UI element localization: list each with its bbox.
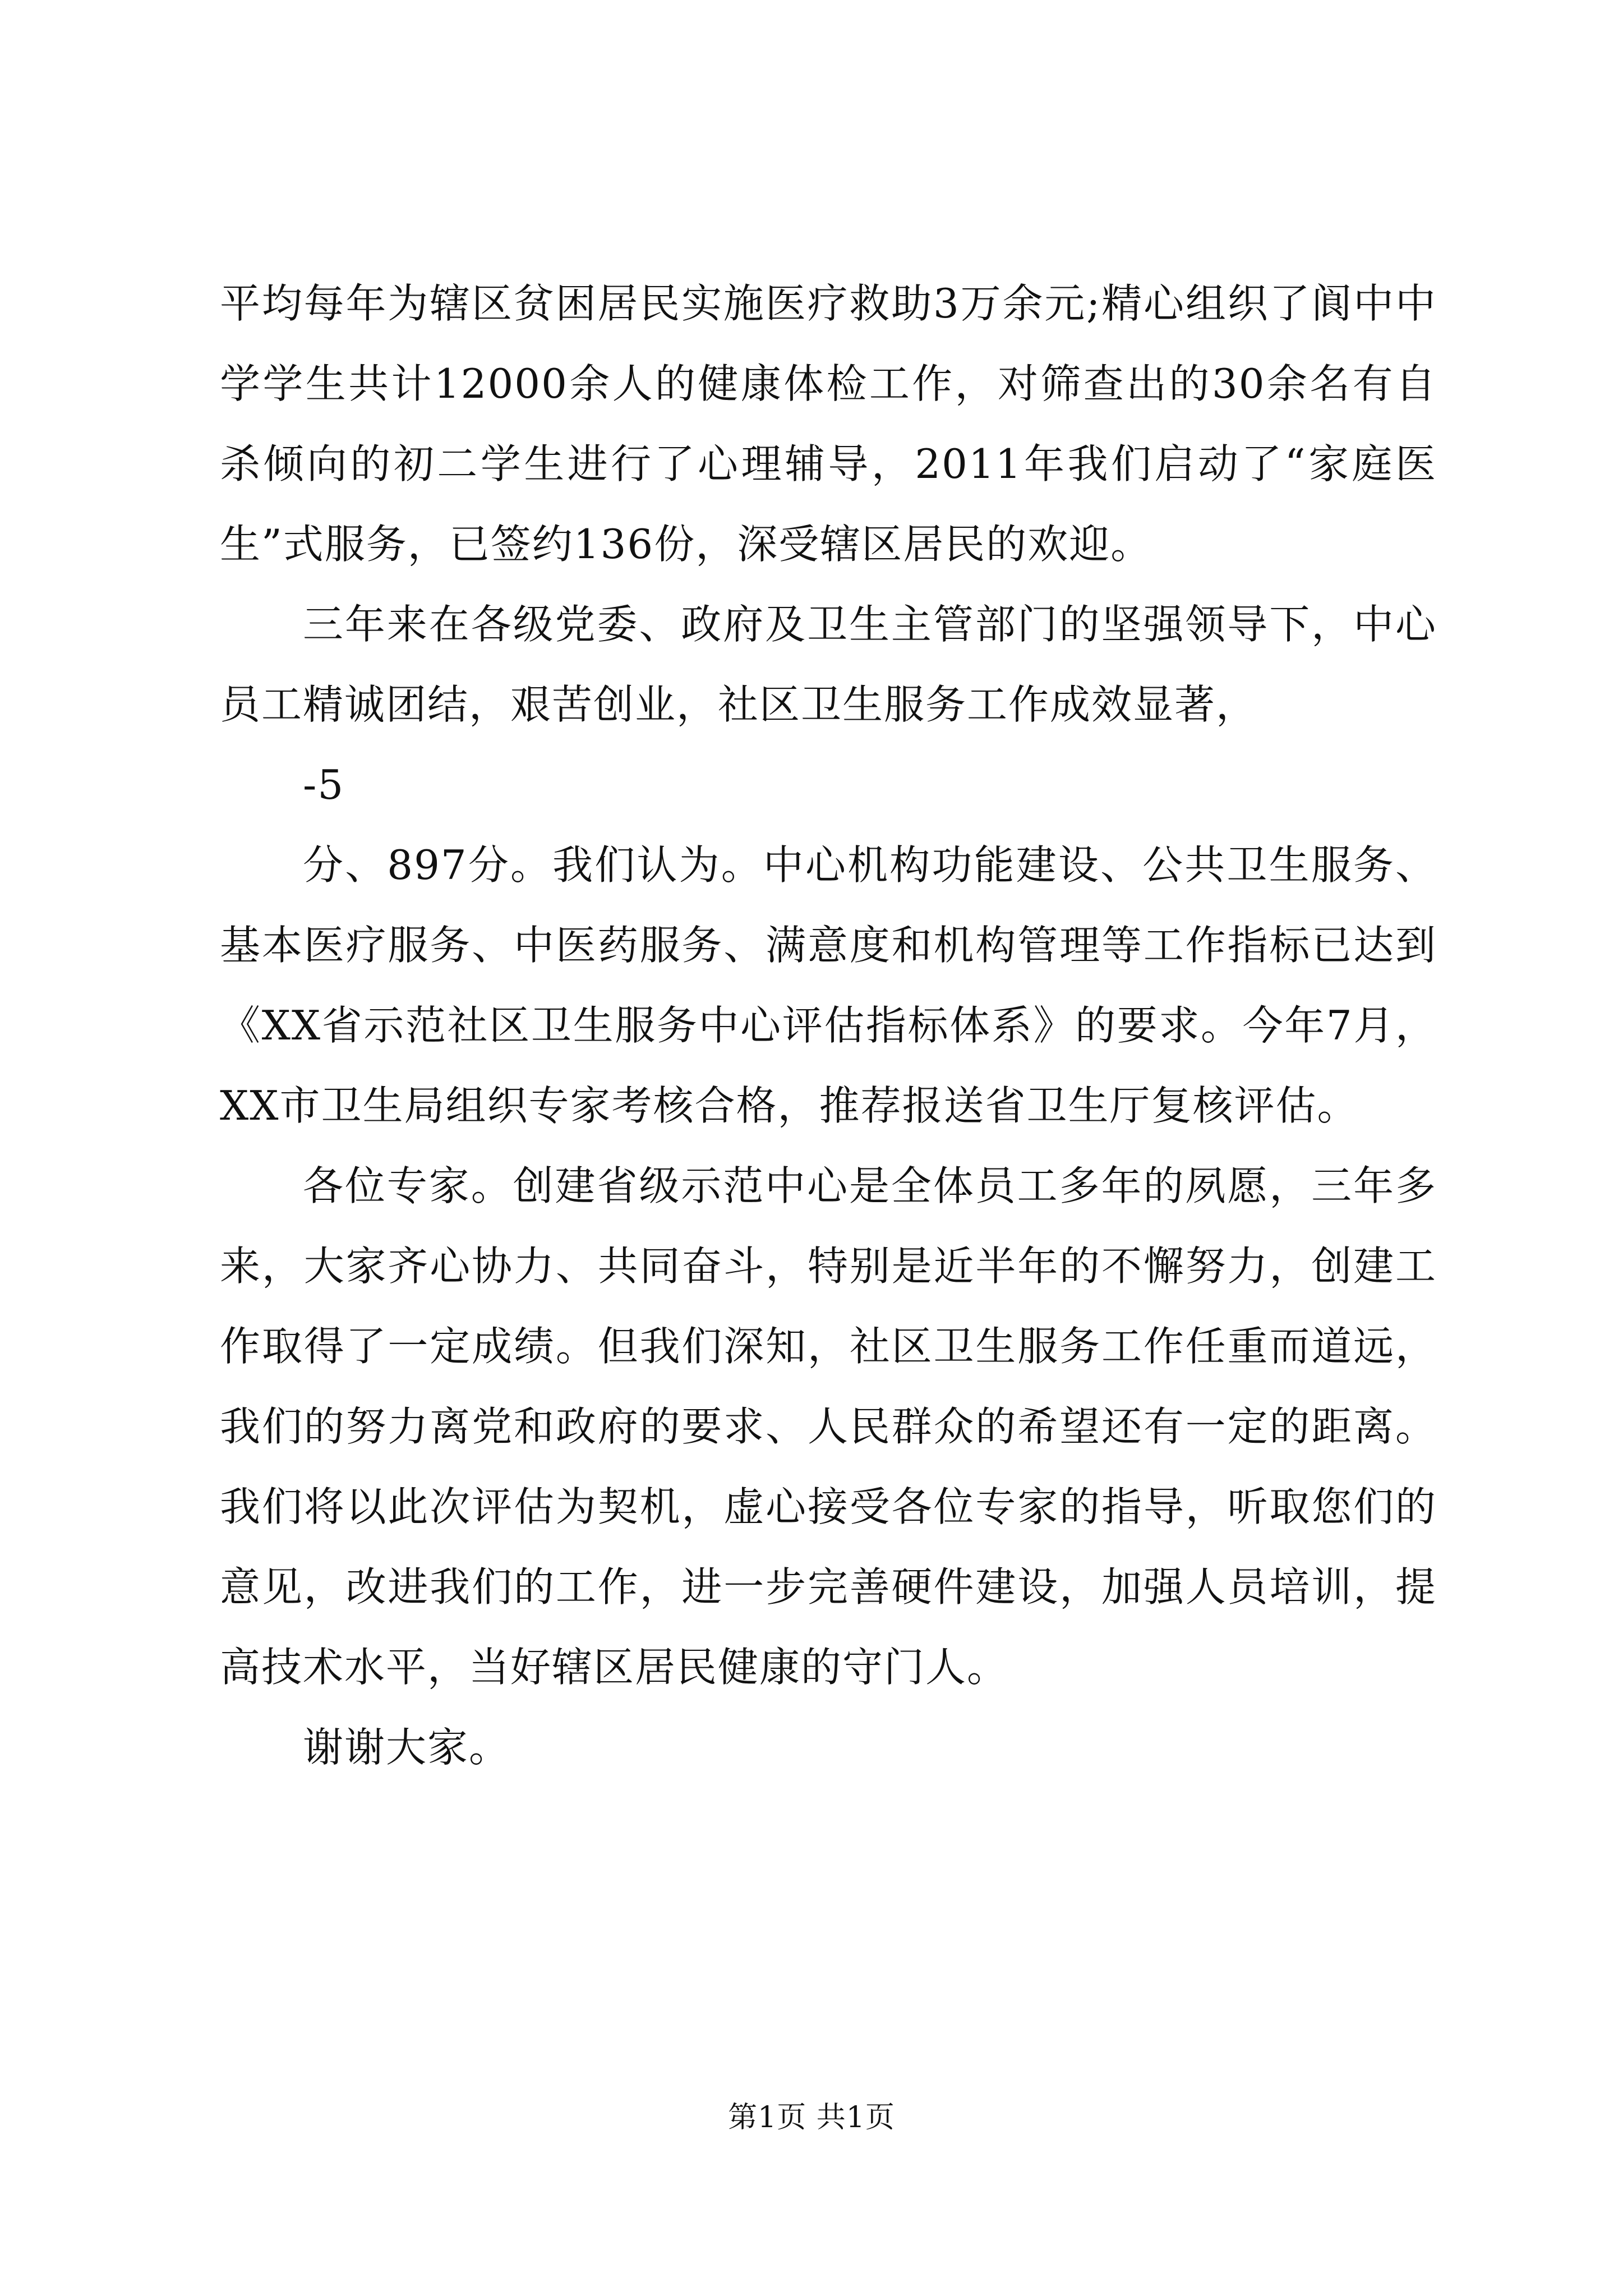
page-footer	[0, 2098, 1623, 2137]
paragraph-evaluation-score: 分、897分。我们认为。中心机构功能建设、公共卫生服务、基本医疗服务、中医药服务、满意度和机构管理等工作指标已达到《XX省示范社区卫生服务中心评估指标体系》的要求。今年7月，XX市卫生局组织专家考核合格，推荐报送省卫生厅复核评估。	[220, 841, 1437, 1129]
paragraph-medical-aid: 平均每年为辖区贫困居民实施医疗救助3万余元;精心组织了阆中中学学生共计12000余人的健康体检工作，对筛查出的30余名有自杀倾向的初二学生进行了心理辅导，2011年我们启动了“家庭医生”式服务，已签约136份，深受辖区居民的欢迎。	[220, 280, 1437, 568]
paragraph-thanks: 谢谢大家。	[303, 1724, 511, 1771]
paragraph-three-years-leadership: 三年来在各级党委、政府及卫生主管部门的坚强领导下，中心员工精诚团结，艰苦创业，社区卫生服务工作成效显著，	[220, 601, 1437, 728]
page-number-label: 第1页 共1页	[728, 2101, 895, 2134]
document-body	[220, 264, 1437, 1788]
paragraph-fragment-minus-5: -5	[303, 761, 345, 808]
paragraph-experts-address: 各位专家。创建省级示范中心是全体员工多年的夙愿，三年多来，大家齐心协力、共同奋斗，特别是近半年的不懈努力，创建工作取得了一定成绩。但我们深知，社区卫生服务工作任重而道远，我们的努力离党和政府的要求、人民群众的希望还有一定的距离。我们将以此次评估为契机，虚心接受各位专家的指导，听取您们的意见，改进我们的工作，进一步完善硬件建设，加强人员培训，提高技术水平，当好辖区居民健康的守门人。	[220, 1162, 1437, 1691]
